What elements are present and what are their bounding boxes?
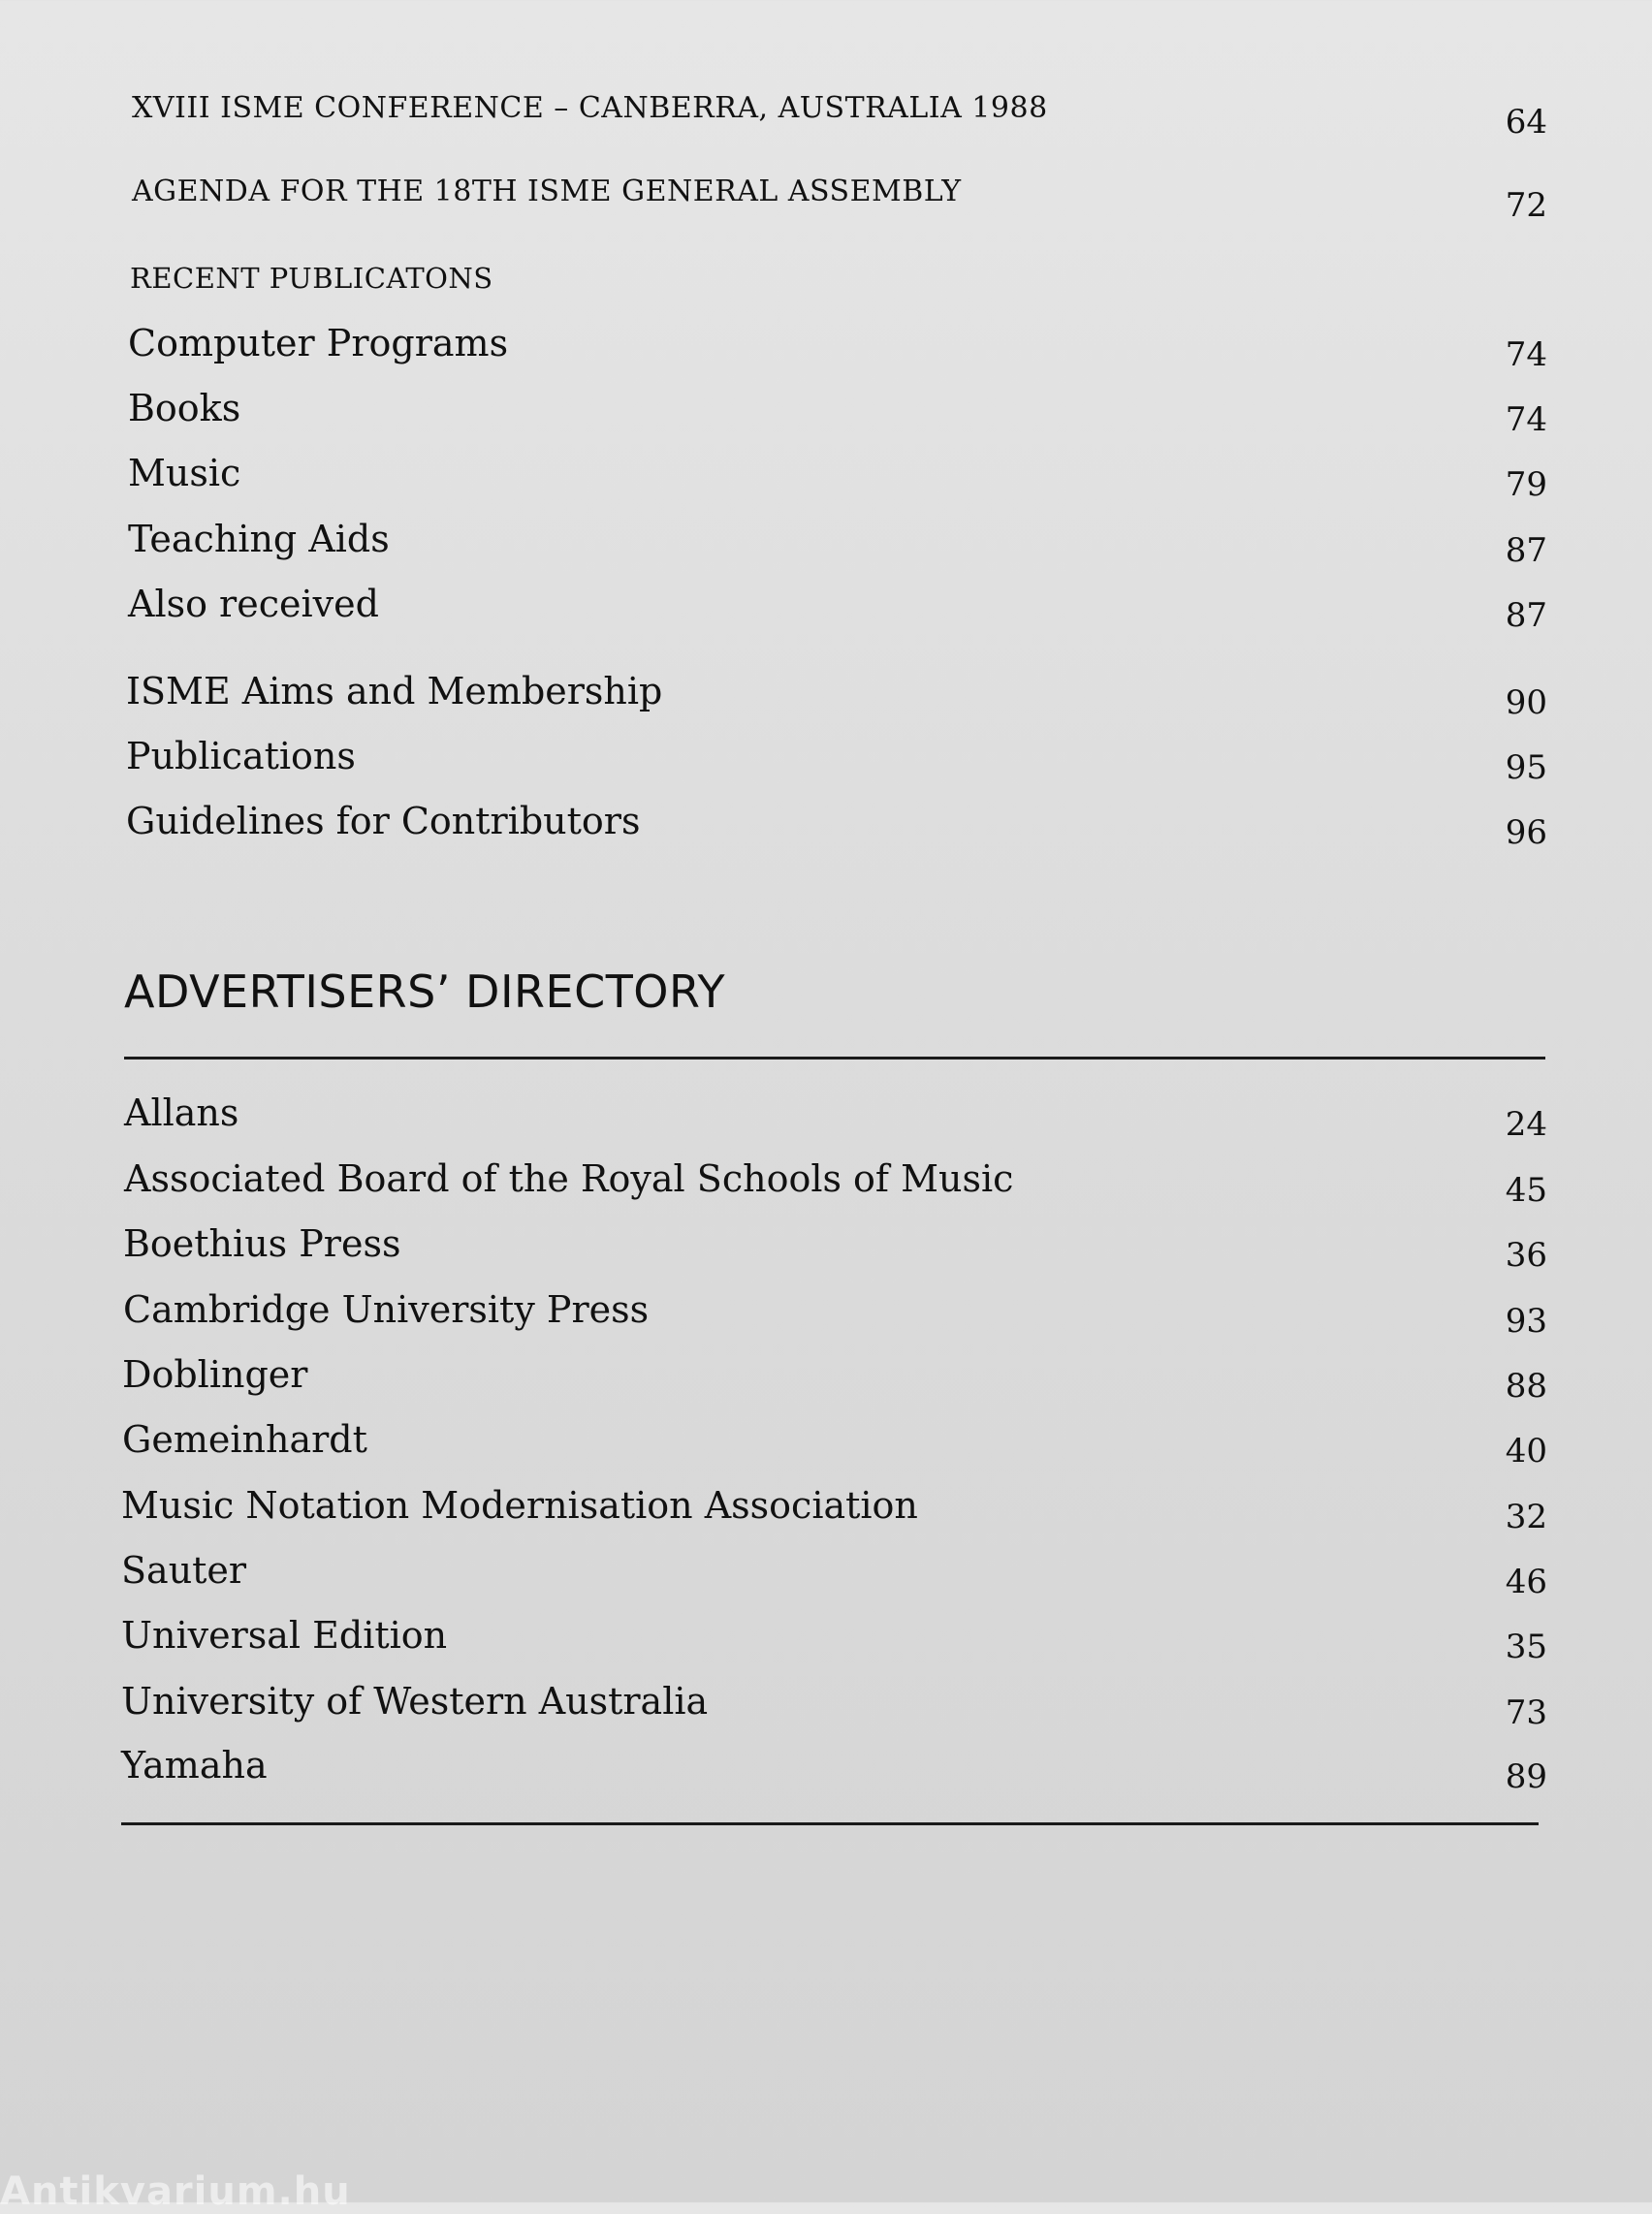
- directory-row: [0, 1288, 1652, 1346]
- toc-label: Guidelines for Contributors: [126, 800, 641, 842]
- toc-page-number: 87: [1505, 596, 1547, 635]
- directory-row: [0, 1484, 1652, 1542]
- toc-label: Publications: [126, 735, 356, 777]
- toc-row: [0, 800, 1652, 858]
- directory-label: Doblinger: [122, 1353, 308, 1396]
- toc-row-conference: [0, 91, 1652, 149]
- directory-page-number: 89: [1505, 1757, 1547, 1796]
- toc-label: ISME Aims and Membership: [126, 670, 663, 712]
- directory-page-number: 93: [1505, 1302, 1547, 1341]
- directory-top-rule: [124, 1057, 1545, 1060]
- toc-label: Teaching Aids: [128, 518, 390, 560]
- toc-label: XVIII ISME CONFERENCE – CANBERRA, AUSTRALIA 1988: [132, 91, 1048, 125]
- recent-publications-heading-row: [0, 262, 1652, 320]
- toc-page-number: 90: [1505, 683, 1547, 722]
- toc-row: [0, 583, 1652, 641]
- directory-label: Sauter: [121, 1549, 247, 1592]
- recent-publications-heading: RECENT PUBLICATONS: [130, 262, 493, 295]
- toc-page-number: 74: [1505, 400, 1547, 439]
- directory-row: [0, 1680, 1652, 1738]
- directory-row: [0, 1744, 1652, 1802]
- watermark-text: Antikvarium.hu: [0, 2169, 351, 2214]
- directory-row: [0, 1549, 1652, 1607]
- directory-page-number: 88: [1505, 1367, 1547, 1406]
- directory-row: [0, 1614, 1652, 1672]
- directory-page-number: 46: [1505, 1563, 1547, 1601]
- toc-label: Computer Programs: [128, 322, 509, 364]
- directory-label: Associated Board of the Royal Schools of Music: [124, 1157, 1014, 1200]
- directory-row: [0, 1353, 1652, 1411]
- toc-page-number: 74: [1505, 335, 1547, 374]
- toc-page-number: 95: [1505, 748, 1547, 787]
- toc-label: Music: [128, 452, 241, 494]
- directory-page-number: 35: [1505, 1628, 1547, 1666]
- toc-row: [0, 387, 1652, 445]
- directory-row: [0, 1222, 1652, 1281]
- directory-label: Universal Edition: [121, 1614, 448, 1657]
- toc-label: Also received: [128, 583, 379, 625]
- directory-heading: ADVERTISERS’ DIRECTORY: [124, 965, 726, 1018]
- toc-row: [0, 452, 1652, 510]
- directory-label: University of Western Australia: [121, 1680, 709, 1723]
- directory-row: [0, 1418, 1652, 1476]
- directory-label: Yamaha: [121, 1744, 268, 1787]
- toc-page-number: 96: [1505, 813, 1547, 852]
- directory-label: Music Notation Modernisation Association: [121, 1484, 918, 1527]
- directory-page-number: 24: [1505, 1105, 1547, 1144]
- toc-page-number: 79: [1505, 465, 1547, 504]
- directory-label: Allans: [124, 1091, 239, 1134]
- directory-page-number: 40: [1505, 1432, 1547, 1471]
- toc-page-number: 64: [1505, 103, 1547, 142]
- toc-label: Books: [128, 387, 241, 429]
- toc-row: [0, 518, 1652, 576]
- directory-label: Cambridge University Press: [123, 1288, 650, 1331]
- toc-row: [0, 670, 1652, 728]
- toc-row: [0, 735, 1652, 793]
- directory-bottom-rule: [121, 1822, 1539, 1825]
- toc-page-number: 72: [1505, 186, 1547, 225]
- directory-row: [0, 1157, 1652, 1216]
- directory-page-number: 45: [1505, 1171, 1547, 1210]
- directory-page-number: 36: [1505, 1236, 1547, 1275]
- directory-row: [0, 1091, 1652, 1150]
- toc-label: AGENDA FOR THE 18TH ISME GENERAL ASSEMBLY: [132, 174, 962, 208]
- toc-page-number: 87: [1505, 531, 1547, 570]
- toc-row: [0, 322, 1652, 380]
- directory-page-number: 73: [1505, 1693, 1547, 1732]
- directory-label: Gemeinhardt: [122, 1418, 367, 1461]
- directory-page-number: 32: [1505, 1498, 1547, 1536]
- toc-row-agenda: [0, 174, 1652, 233]
- directory-label: Boethius Press: [123, 1222, 401, 1265]
